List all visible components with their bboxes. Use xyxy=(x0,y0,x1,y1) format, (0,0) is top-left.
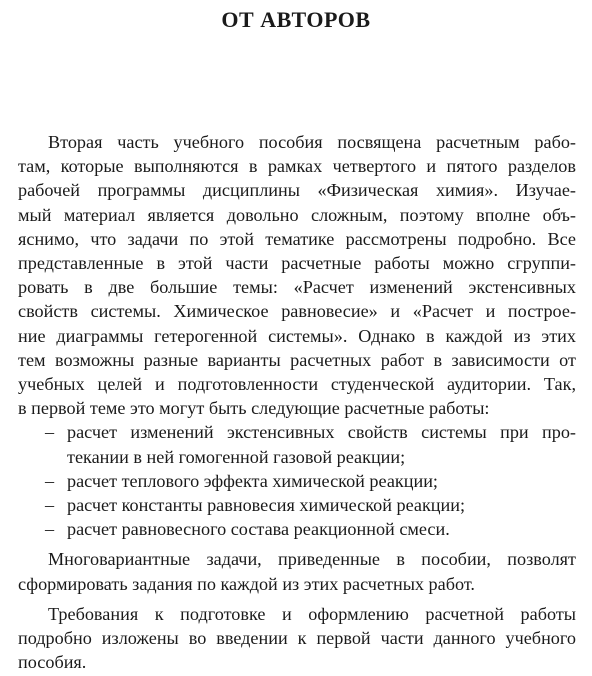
text-line: подробно изложены во введении к первой части данного учебного xyxy=(18,628,576,649)
paragraph-requirements xyxy=(18,602,576,675)
text-line: ровать в две большие темы: «Расчет изменений экстенсивных xyxy=(18,277,576,298)
list-item-line: расчет теплового эффекта химической реакции; xyxy=(67,470,438,491)
text-line: в первой теме это могут быть следующие расчетные работы: xyxy=(18,398,490,419)
paragraph-intro xyxy=(18,130,576,420)
text-line: сформировать задания по каждой из этих расчетных работ. xyxy=(18,573,475,594)
text-line: ние диаграммы гетерогенной системы». Однако в каждой из этих xyxy=(18,325,576,346)
text-line: рабочей программы дисциплины «Физическая химия». Изучае- xyxy=(18,180,576,201)
list-item xyxy=(18,420,576,468)
list-item-line: расчет изменений экстенсивных свойств системы при про- xyxy=(67,422,576,443)
list-item-line: расчет равновесного состава реакционной смеси. xyxy=(67,519,450,540)
text-line: Вторая часть учебного пособия посвящена расчетным рабо- xyxy=(48,132,576,152)
body-text xyxy=(18,130,576,674)
list-item xyxy=(18,517,576,541)
list-dash: – xyxy=(45,519,55,540)
list-dash: – xyxy=(45,495,55,516)
text-line: представленные в этой части расчетные работы можно сгруппи- xyxy=(18,253,576,274)
list-item-line: текании в ней гомогенной газовой реакции; xyxy=(67,446,406,467)
text-line: тем возможны разные варианты расчетных работ в зависимости от xyxy=(18,349,576,370)
text-line: Требования к подготовке и оформлению расчетной работы xyxy=(48,603,576,624)
paragraph-variants xyxy=(18,547,576,595)
list-item xyxy=(18,469,576,493)
list-item-line: расчет константы равновесия химической реакции; xyxy=(67,495,466,516)
list-item xyxy=(18,493,576,517)
work-list xyxy=(18,420,576,541)
text-line: свойств системы. Химическое равновесие» и «Расчет и построе- xyxy=(18,301,576,322)
text-line: учебных целей и подготовленности студенческой аудитории. Так, xyxy=(18,374,576,395)
text-line: мый материал является довольно сложным, поэтому вполне объ- xyxy=(18,204,576,225)
list-dash: – xyxy=(45,470,55,491)
text-line: пособия. xyxy=(18,652,87,673)
text-line: там, которые выполняются в рамках четвертого и пятого разделов xyxy=(18,156,576,177)
text-line: яснимо, что задачи по этой тематике рассмотрены подробно. Все xyxy=(18,228,576,249)
text-line: Многовариантные задачи, приведенные в пособии, позволят xyxy=(48,549,576,570)
page-title: ОТ АВТОРОВ xyxy=(221,7,371,32)
list-dash: – xyxy=(45,422,55,443)
